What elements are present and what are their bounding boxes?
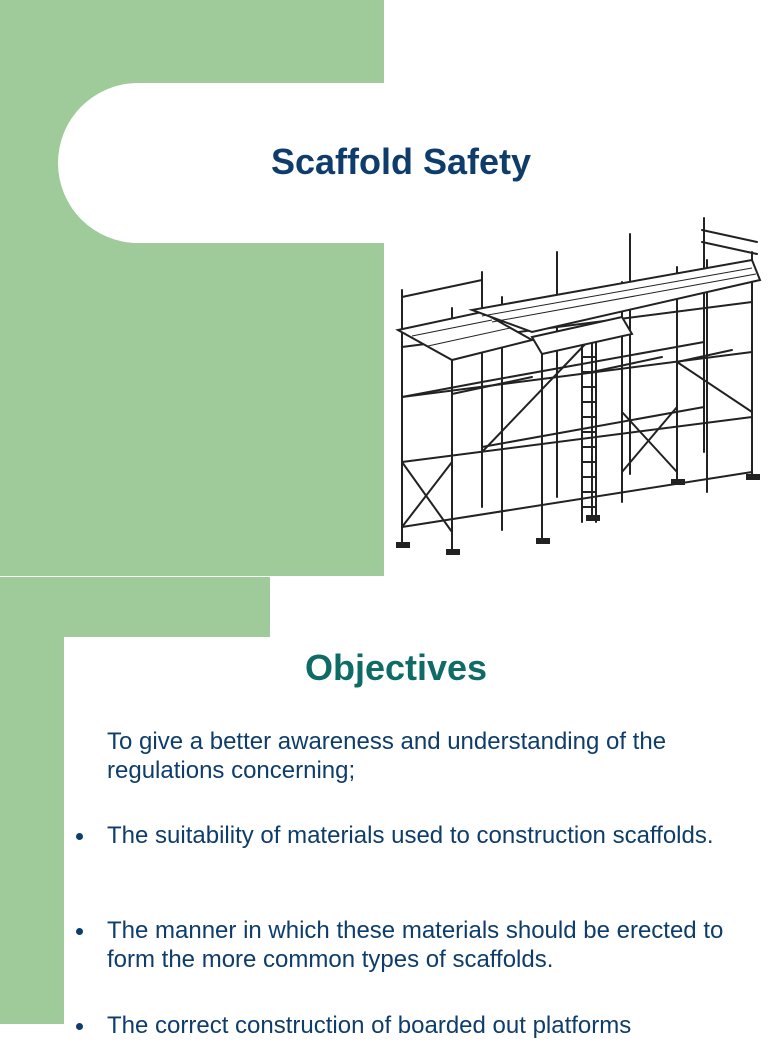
bullet-text: The suitability of materials used to construction scaffolds. bbox=[107, 822, 714, 849]
bullet-icon bbox=[76, 833, 83, 840]
bullet-icon bbox=[76, 1023, 83, 1030]
green-side-strip bbox=[0, 577, 64, 1024]
bullet-text: The correct construction of boarded out platforms bbox=[107, 1012, 632, 1039]
scaffold-illustration bbox=[392, 212, 762, 568]
bullet-text: The manner in which these materials should be erected to form the more common types of scaffolds. bbox=[107, 917, 724, 973]
intro-paragraph: To give a better awareness and understanding of the regulations concerning; bbox=[107, 728, 667, 784]
objectives-slide bbox=[0, 577, 768, 1039]
slide-heading: Objectives bbox=[304, 647, 488, 688]
slide-title: Scaffold Safety bbox=[270, 141, 532, 182]
bullet-icon bbox=[76, 928, 83, 935]
